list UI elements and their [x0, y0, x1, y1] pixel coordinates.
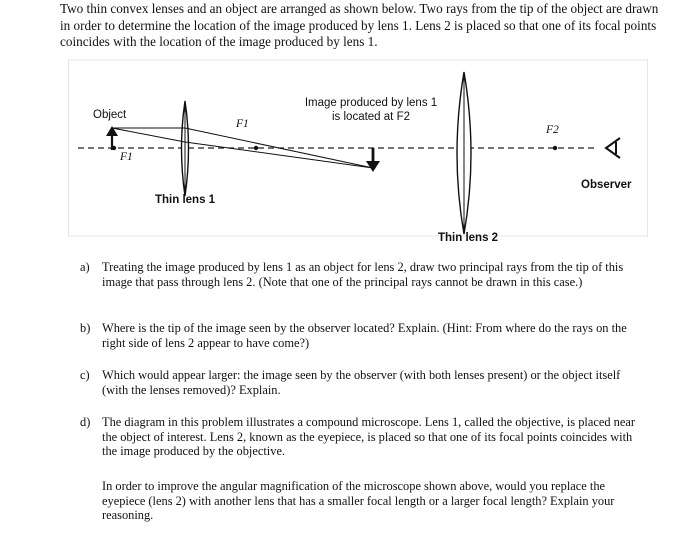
ray-center-part1 [112, 128, 185, 142]
f2-point [553, 146, 557, 150]
question-c-letter: c) [80, 368, 90, 382]
lens-1-label: Thin lens 1 [155, 194, 216, 206]
observer-label: Observer [581, 179, 632, 191]
question-a [80, 260, 640, 289]
question-b [80, 321, 640, 350]
object-label: Object [93, 109, 127, 121]
question-c [80, 368, 640, 397]
f1-left-point [112, 146, 116, 150]
question-d [80, 415, 640, 459]
ray-center-part2 [185, 142, 373, 168]
question-a-letter: a) [80, 260, 90, 274]
question-b-letter: b) [80, 321, 91, 335]
f1-right-label: F1 [236, 118, 249, 130]
diagram-drawing [68, 58, 648, 258]
question-b-text: Where is the tip of the image seen by the observer located? Explain. (Hint: From where do the rays on the right side of lens 2 appear to have come?) [102, 321, 627, 350]
lens-2-label: Thin lens 2 [438, 232, 499, 244]
question-d-followup: In order to improve the angular magnification of the microscope shown above, would you replace the eyepiece (lens 2) with another lens that has a smaller focal length or a larger focal length? Explain your reasoning. [102, 479, 615, 523]
optics-diagram [68, 58, 648, 258]
observer-eye-icon [606, 138, 620, 158]
question-a-text: Treating the image produced by lens 1 as an object for lens 2, draw two principal rays from the tip of this image that pass through lens 2. (Note that one of the principal rays cannot be drawn in this case.) [102, 260, 624, 289]
question-d-letter: d) [80, 415, 91, 429]
image-label-line1: Image produced by lens 1 [304, 97, 438, 109]
f2-label: F2 [546, 124, 559, 136]
question-d-text: The diagram in this problem illustrates a compound microscope. Lens 1, called the objective, is placed near the object of interest. Lens 2, known as the eyepiece, is placed so that one of its focal points coincides with the image produced by the objective. [102, 415, 635, 459]
image-label-line2: is located at F2 [332, 111, 410, 123]
intro-paragraph: Two thin convex lenses and an object are arranged as shown below. Two rays from the tip of the object are drawn in order to determine the location of the image produced by lens 1. Lens 2 is placed so that one of its focal points coincides with the location of the image produced by lens 1. [60, 1, 659, 49]
question-c-text: Which would appear larger: the image seen by the observer (with both lenses present) or the object itself (with the lenses removed)? Explain. [102, 368, 621, 397]
f1-right-point [254, 146, 258, 150]
f1-left-label: F1 [120, 151, 133, 163]
